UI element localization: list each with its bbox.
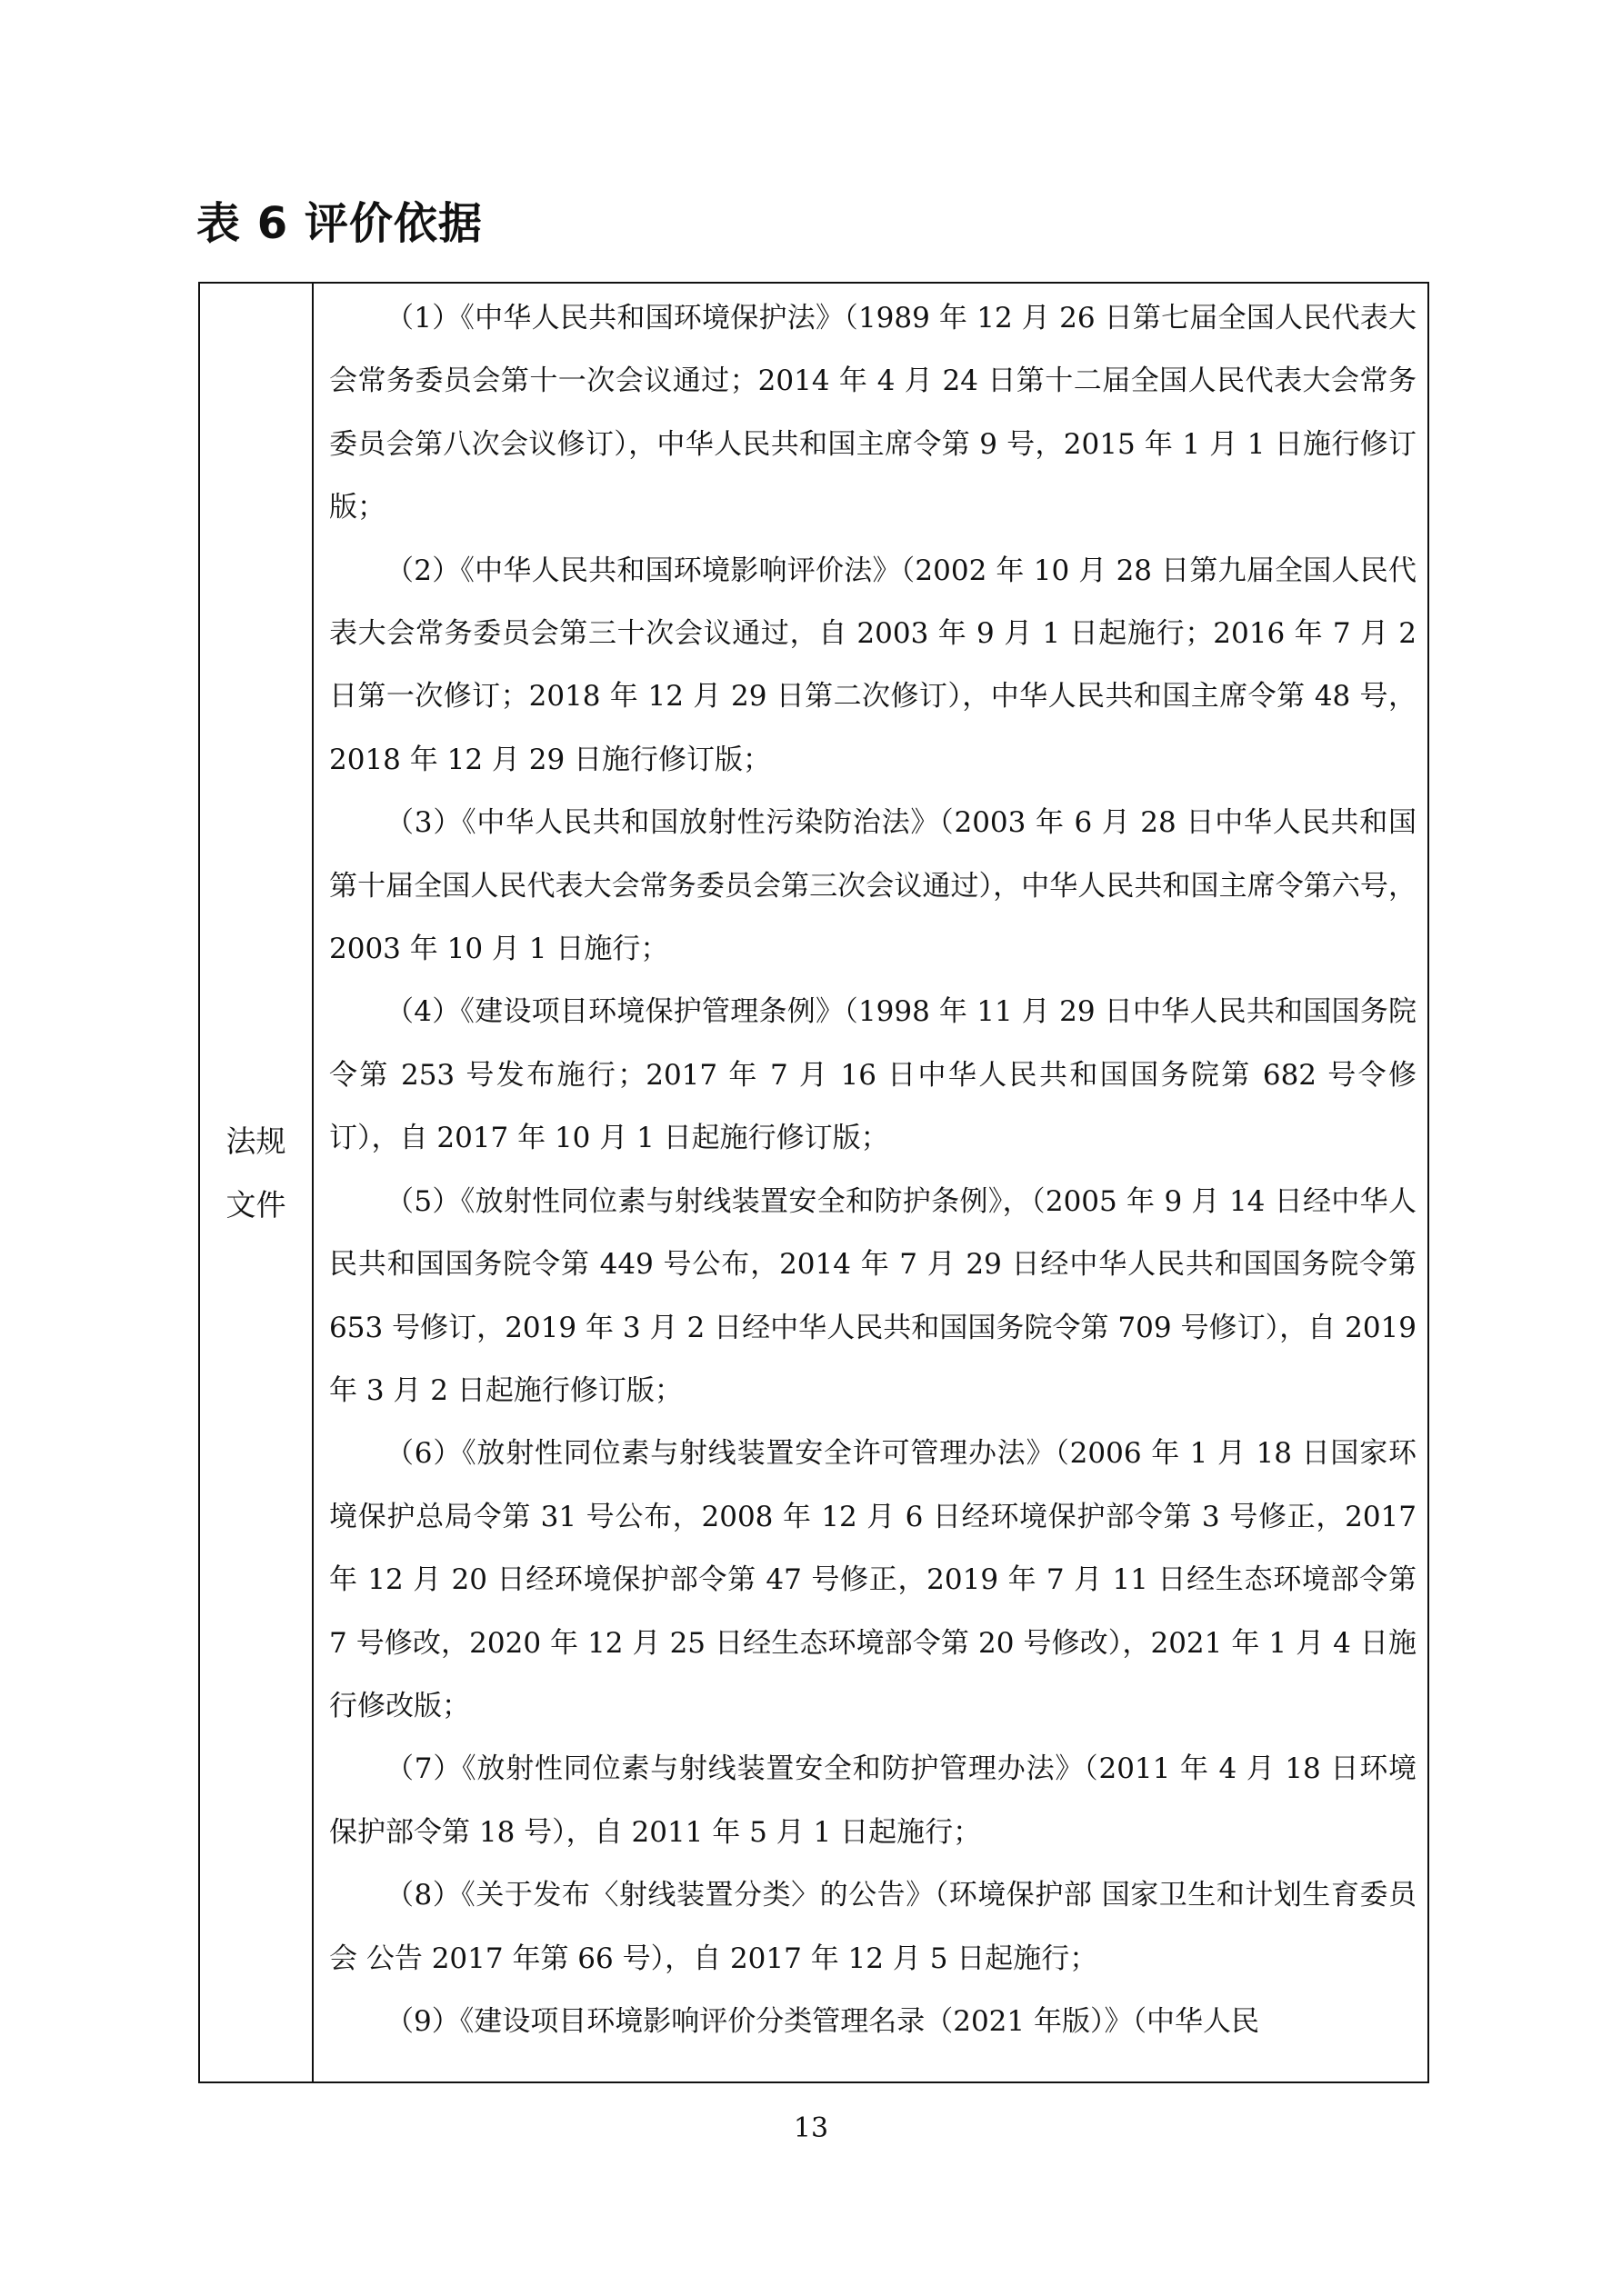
regulation-item: （3）《中华人民共和国放射性污染防治法》（2003 年 6 月 28 日中华人民共和国第十届全国人民代表大会常务委员会第三次会议通过），中华人民共和国主席令第六号，2003 年 10 月 1 日施行； xyxy=(329,806,1417,966)
category-label-line1: 法规 xyxy=(225,1123,286,1159)
regulation-item: （1）《中华人民共和国环境保护法》（1989 年 12 月 26 日第七届全国人民代表大会常务委员会第十一次会议通过；2014 年 4 月 24 日第十二届全国人民代表大会常务委员会第八次会议修订），中华人民共和国主席令第 9 号，2015 年 1 月 1 日施行修订版； xyxy=(329,302,1417,524)
regulation-item: （7）《放射性同位素与射线装置安全和防护管理办法》（2011 年 4 月 18 日环境保护部令第 18 号），自 2011 年 5 月 1 日起施行； xyxy=(329,1752,1417,1849)
regulation-item: （5）《放射性同位素与射线装置安全和防护条例》，（2005 年 9 月 14 日经中华人民共和国国务院令第 449 号公布，2014 年 7 月 29 日经中华人民共和国国务院令第 653 号修订，2019 年 3 月 2 日经中华人民共和国国务院令第 709 号修订），自 2019 年 3 月 2 日起施行修订版； xyxy=(329,1184,1417,1407)
regulation-item: （9）《建设项目环境影响评价分类管理名录（2021 年版）》（中华人民 xyxy=(385,2004,1259,2038)
regulation-list xyxy=(329,287,1417,2053)
category-cell xyxy=(200,1110,312,1237)
table-column-divider xyxy=(312,282,314,2083)
regulation-item: （2）《中华人民共和国环境影响评价法》（2002 年 10 月 28 日第九届全国人民代表大会常务委员会第三十次会议通过，自 2003 年 9 月 1 日起施行；2016 年 7 月 2 日第一次修订；2018 年 12 月 29 日第二次修订），中华人民共和国主席令第 48 号，2018 年 12 月 29 日施行修订版； xyxy=(329,554,1417,776)
page-title: 表 6 评价依据 xyxy=(196,198,483,249)
regulation-item: （4）《建设项目环境保护管理条例》（1998 年 11 月 29 日中华人民共和国国务院令第 253 号发布施行；2017 年 7 月 16 日中华人民共和国国务院第 682 号令修订），自 2017 年 10 月 1 日起施行修订版； xyxy=(329,995,1417,1155)
category-label-line2: 文件 xyxy=(225,1187,286,1223)
regulation-item: （6）《放射性同位素与射线装置安全许可管理办法》（2006 年 1 月 18 日国家环境保护总局令第 31 号公布，2008 年 12 月 6 日经环境保护部令第 3 号修正，2017 年 12 月 20 日经环境保护部令第 47 号修正，2019 年 7 月 11 日经生态环境部令第 7 号修改，2020 年 12 月 25 日经生态环境部令第 20 号修改），2021 年 1 月 4 日施行修改版； xyxy=(329,1437,1417,1722)
page-number: 13 xyxy=(793,2112,829,2144)
regulation-item: （8）《关于发布〈射线装置分类〉的公告》（环境保护部 国家卫生和计划生育委员会 公告 2017 年第 66 号），自 2017 年 12 月 5 日起施行； xyxy=(329,1879,1417,1975)
